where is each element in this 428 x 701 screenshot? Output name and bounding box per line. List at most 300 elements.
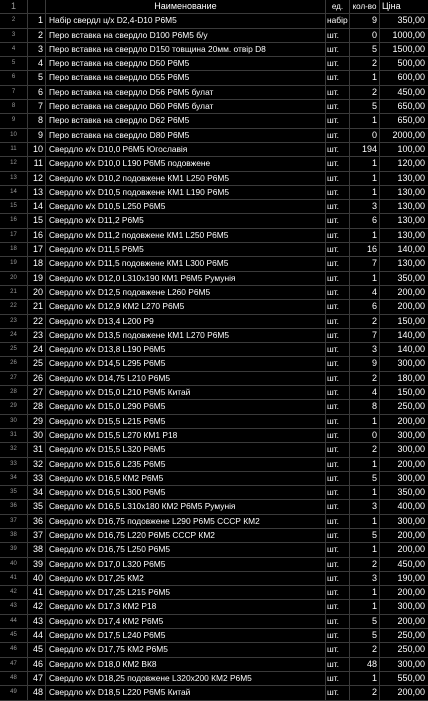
cell-unit[interactable]: шт. [326, 172, 350, 185]
cell-number[interactable]: 44 [28, 629, 46, 642]
cell-number[interactable]: 6 [28, 86, 46, 99]
cell-number[interactable]: 34 [28, 486, 46, 499]
cell-qty[interactable]: 4 [350, 286, 380, 299]
cell-qty[interactable]: 1 [350, 458, 380, 471]
cell-name[interactable]: Свердло к/х D15,5 L215 P6M5 [46, 415, 326, 428]
cell-number[interactable]: 10 [28, 143, 46, 156]
cell-name[interactable]: Свердло к/х D17,0 L320 P6M5 [46, 558, 326, 571]
cell-price[interactable]: 600,00 [397, 72, 425, 83]
cell-price[interactable]: 150,00 [397, 387, 425, 398]
cell-qty[interactable]: 194 [350, 143, 380, 156]
cell-unit[interactable]: шт. [326, 500, 350, 513]
cell-unit[interactable]: шт. [326, 643, 350, 656]
cell-unit[interactable]: шт. [326, 458, 350, 471]
cell-qty[interactable]: 6 [350, 214, 380, 227]
cell-number[interactable]: 32 [28, 458, 46, 471]
cell-unit[interactable]: шт. [326, 200, 350, 213]
cell-name[interactable]: Свердло к/х D11,5 подовжене КМ1 L300 P6M5 [46, 257, 326, 270]
header-cell-name[interactable]: Наименование [46, 0, 326, 13]
cell-number[interactable]: 47 [28, 672, 46, 685]
row-number[interactable]: 12 [0, 157, 28, 170]
cell-name[interactable]: Свердло к/х D15,0 L210 P6M5 Китай [46, 386, 326, 399]
cell-number[interactable]: 24 [28, 343, 46, 356]
cell-number[interactable]: 1 [28, 14, 46, 27]
cell-name[interactable]: Свердло к/х D13,8 L190 P6M5 [46, 343, 326, 356]
cell-qty[interactable]: 5 [350, 615, 380, 628]
cell-number[interactable]: 11 [28, 157, 46, 170]
cell-name[interactable]: Свердло к/х D12,5 подовжене L260 P6M5 [46, 286, 326, 299]
row-number[interactable]: 2 [0, 14, 28, 27]
cell-price[interactable]: 200,00 [397, 529, 425, 540]
cell-price[interactable]: 1000,00 [392, 29, 425, 40]
row-number[interactable]: 8 [0, 100, 28, 113]
row-number[interactable]: 40 [0, 558, 28, 571]
cell-unit[interactable]: шт. [326, 400, 350, 413]
cell-number[interactable]: 45 [28, 643, 46, 656]
cell-qty[interactable]: 1 [350, 172, 380, 185]
cell-number[interactable]: 33 [28, 472, 46, 485]
cell-name[interactable]: Свердло к/х D17,5 L240 P6M5 [46, 629, 326, 642]
row-number[interactable]: 44 [0, 615, 28, 628]
cell-qty[interactable]: 5 [350, 472, 380, 485]
cell-unit[interactable]: шт. [326, 615, 350, 628]
cell-qty[interactable]: 3 [350, 500, 380, 513]
cell-unit[interactable]: шт. [326, 429, 350, 442]
row-number[interactable]: 38 [0, 529, 28, 542]
cell-unit[interactable]: шт. [326, 343, 350, 356]
cell-unit[interactable]: шт. [326, 472, 350, 485]
cell-name[interactable]: Свердло к/х D11,2 P6M5 [46, 214, 326, 227]
cell-number[interactable]: 13 [28, 186, 46, 199]
cell-name[interactable]: Свердло к/х D15,5 L320 P6M5 [46, 443, 326, 456]
cell-price[interactable]: 250,00 [397, 630, 425, 641]
cell-name[interactable]: Свердло к/х D17,4 КМ2 P6M5 [46, 615, 326, 628]
cell-name[interactable]: Свердло к/х D13,4 L200 P9 [46, 315, 326, 328]
cell-number[interactable]: 42 [28, 600, 46, 613]
cell-unit[interactable]: шт. [326, 86, 350, 99]
cell-qty[interactable]: 3 [350, 572, 380, 585]
cell-number[interactable]: 22 [28, 315, 46, 328]
cell-unit[interactable]: шт. [326, 114, 350, 127]
cell-name[interactable]: Перо вставка на свердло D62 P6M5 [46, 114, 326, 127]
cell-name[interactable]: Перо вставка на свердло D80 P6M5 [46, 129, 326, 142]
cell-unit[interactable]: шт. [326, 686, 350, 699]
cell-number[interactable]: 31 [28, 443, 46, 456]
cell-price[interactable]: 300,00 [397, 444, 425, 455]
table-row [0, 286, 428, 300]
cell-name[interactable]: Свердло к/х D15,0 L290 P6M5 [46, 400, 326, 413]
cell-number[interactable]: 48 [28, 686, 46, 699]
cell-number[interactable]: 9 [28, 129, 46, 142]
cell-name[interactable]: Свердло к/х D16,5 L300 P6M5 [46, 486, 326, 499]
cell-price[interactable]: 300,00 [397, 515, 425, 526]
cell-number[interactable]: 43 [28, 615, 46, 628]
cell-unit[interactable]: шт. [326, 214, 350, 227]
cell-qty[interactable]: 1 [350, 586, 380, 599]
cell-name[interactable]: Свердло к/х D16,5 КМ2 P6M5 [46, 472, 326, 485]
cell-unit[interactable]: шт. [326, 672, 350, 685]
cell-qty[interactable]: 1 [350, 229, 380, 242]
row-number[interactable]: 47 [0, 658, 28, 671]
cell-number[interactable]: 27 [28, 386, 46, 399]
cell-number[interactable]: 46 [28, 658, 46, 671]
header-cell-qty[interactable]: кол-во [350, 0, 380, 13]
cell-qty[interactable]: 1 [350, 71, 380, 84]
cell-name[interactable]: Свердло к/х D14,5 L295 P6M5 [46, 357, 326, 370]
cell-unit[interactable]: шт. [326, 57, 350, 70]
row-number[interactable]: 22 [0, 300, 28, 313]
cell-number[interactable]: 3 [28, 43, 46, 56]
cell-qty[interactable]: 48 [350, 658, 380, 671]
row-number[interactable]: 7 [0, 86, 28, 99]
cell-qty[interactable]: 5 [350, 529, 380, 542]
row-number[interactable]: 23 [0, 315, 28, 328]
cell-number[interactable]: 23 [28, 329, 46, 342]
row-number[interactable]: 10 [0, 129, 28, 142]
cell-price[interactable]: 250,00 [397, 401, 425, 412]
cell-unit[interactable]: шт. [326, 558, 350, 571]
row-number[interactable]: 35 [0, 486, 28, 499]
cell-qty[interactable]: 1 [350, 114, 380, 127]
cell-name[interactable]: Свердло к/х D10,5 L250 P6M5 [46, 200, 326, 213]
cell-price[interactable]: 130,00 [397, 215, 425, 226]
row-number[interactable]: 32 [0, 443, 28, 456]
cell-number[interactable]: 8 [28, 114, 46, 127]
table-row [0, 157, 428, 171]
cell-price[interactable]: 140,00 [397, 329, 425, 340]
cell-unit[interactable]: шт. [326, 43, 350, 56]
cell-qty[interactable]: 1 [350, 515, 380, 528]
cell-unit[interactable]: шт. [326, 443, 350, 456]
cell-unit[interactable]: шт. [326, 600, 350, 613]
cell-name[interactable]: Свердло к/х D18,5 L220 P6M5 Китай [46, 686, 326, 699]
cell-name[interactable]: Свердло к/х D11,2 подовжене КМ1 L250 P6M5 [46, 229, 326, 242]
cell-qty[interactable]: 1 [350, 543, 380, 556]
table-row [0, 214, 428, 228]
cell-unit[interactable]: шт. [326, 415, 350, 428]
cell-number[interactable]: 36 [28, 515, 46, 528]
cell-price[interactable]: 200,00 [397, 415, 425, 426]
cell-name[interactable]: Перо вставка на свердло D60 P6M5 булат [46, 100, 326, 113]
row-number[interactable]: 11 [0, 143, 28, 156]
row-number[interactable]: 39 [0, 543, 28, 556]
cell-qty[interactable]: 3 [350, 200, 380, 213]
cell-unit[interactable]: шт. [326, 129, 350, 142]
cell-number[interactable]: 16 [28, 229, 46, 242]
cell-number[interactable]: 38 [28, 543, 46, 556]
row-number[interactable]: 9 [0, 114, 28, 127]
cell-qty[interactable]: 2 [350, 643, 380, 656]
cell-number[interactable]: 26 [28, 372, 46, 385]
row-number[interactable]: 45 [0, 629, 28, 642]
cell-price[interactable]: 200,00 [397, 286, 425, 297]
cell-price[interactable]: 650,00 [397, 101, 425, 112]
row-number[interactable]: 6 [0, 71, 28, 84]
cell-unit[interactable]: шт. [326, 357, 350, 370]
cell-qty[interactable]: 2 [350, 443, 380, 456]
row-number[interactable]: 27 [0, 372, 28, 385]
cell-number[interactable]: 21 [28, 300, 46, 313]
row-number[interactable]: 25 [0, 343, 28, 356]
cell-price[interactable]: 200,00 [397, 587, 425, 598]
cell-unit[interactable]: шт. [326, 186, 350, 199]
cell-unit[interactable]: шт. [326, 315, 350, 328]
cell-unit[interactable]: шт. [326, 286, 350, 299]
row-number[interactable]: 21 [0, 286, 28, 299]
cell-number[interactable]: 2 [28, 29, 46, 42]
cell-name[interactable]: Свердло к/х D10,5 подовжене КМ1 L190 P6M5 [46, 186, 326, 199]
cell-unit[interactable]: шт. [326, 515, 350, 528]
cell-qty[interactable]: 1 [350, 415, 380, 428]
row-number[interactable]: 13 [0, 172, 28, 185]
cell-name[interactable]: Свердло к/х D16,75 L220 P6M5 СССР КМ2 [46, 529, 326, 542]
cell-unit[interactable]: шт. [326, 658, 350, 671]
row-number[interactable]: 4 [0, 43, 28, 56]
cell-unit[interactable]: шт. [326, 157, 350, 170]
cell-name[interactable]: Свердло к/х D17,25 КМ2 [46, 572, 326, 585]
cell-unit[interactable]: шт. [326, 257, 350, 270]
header-cell-price[interactable]: Ціна [382, 1, 401, 11]
cell-name[interactable]: Свердло к/х D17,25 L215 P6M5 [46, 586, 326, 599]
cell-price[interactable]: 350,00 [397, 487, 425, 498]
cell-qty[interactable]: 1 [350, 672, 380, 685]
cell-unit[interactable]: шт. [326, 586, 350, 599]
cell-name[interactable]: Свердло к/х D16,75 L250 P6M5 [46, 543, 326, 556]
cell-name[interactable]: Свердло к/х D10,0 L190 P6M5 подовжене [46, 157, 326, 170]
cell-price[interactable]: 300,00 [397, 472, 425, 483]
cell-qty[interactable]: 2 [350, 372, 380, 385]
cell-unit[interactable]: шт. [326, 572, 350, 585]
cell-unit[interactable]: шт. [326, 243, 350, 256]
cell-price[interactable]: 450,00 [397, 86, 425, 97]
cell-price[interactable]: 300,00 [397, 658, 425, 669]
row-number[interactable]: 49 [0, 686, 28, 699]
cell-price[interactable]: 350,00 [397, 15, 425, 26]
row-number[interactable]: 19 [0, 257, 28, 270]
cell-price[interactable]: 300,00 [397, 601, 425, 612]
cell-name[interactable]: Свердло к/х D15,5 L270 КМ1 P18 [46, 429, 326, 442]
row-number[interactable]: 26 [0, 357, 28, 370]
cell-price[interactable]: 300,00 [397, 429, 425, 440]
cell-unit[interactable]: шт. [326, 486, 350, 499]
cell-price[interactable]: 650,00 [397, 115, 425, 126]
cell-unit[interactable]: шт. [326, 529, 350, 542]
cell-name[interactable]: Перо вставка на свердло D150 товщина 20мм. отвір D8 [46, 43, 326, 56]
row-number[interactable]: 48 [0, 672, 28, 685]
cell-name[interactable]: Перо вставка на свердло D50 P6M5 [46, 57, 326, 70]
row-number[interactable]: 18 [0, 243, 28, 256]
cell-unit[interactable]: шт. [326, 372, 350, 385]
cell-unit[interactable]: шт. [326, 543, 350, 556]
cell-unit[interactable]: шт. [326, 143, 350, 156]
table-row [0, 257, 428, 271]
header-row [0, 0, 428, 14]
cell-number[interactable]: 29 [28, 415, 46, 428]
cell-number[interactable]: 39 [28, 558, 46, 571]
cell-number[interactable]: 19 [28, 272, 46, 285]
cell-number[interactable]: 17 [28, 243, 46, 256]
row-number[interactable]: 43 [0, 600, 28, 613]
cell-number[interactable]: 35 [28, 500, 46, 513]
cell-qty[interactable]: 0 [350, 429, 380, 442]
row-number[interactable]: 20 [0, 272, 28, 285]
row-number[interactable]: 33 [0, 458, 28, 471]
cell-number[interactable]: 7 [28, 100, 46, 113]
cell-price[interactable]: 150,00 [397, 315, 425, 326]
row-number[interactable]: 31 [0, 429, 28, 442]
cell-number[interactable]: 15 [28, 214, 46, 227]
cell-qty[interactable]: 9 [350, 357, 380, 370]
cell-price[interactable]: 300,00 [397, 358, 425, 369]
cell-price[interactable]: 200,00 [397, 687, 425, 698]
header-cell-unit[interactable]: ед. [326, 0, 350, 13]
row-number[interactable]: 17 [0, 229, 28, 242]
cell-qty[interactable]: 0 [350, 29, 380, 42]
cell-name[interactable]: Свердло к/х D14,75 L210 P6M5 [46, 372, 326, 385]
cell-qty[interactable]: 2 [350, 315, 380, 328]
cell-price[interactable]: 130,00 [397, 201, 425, 212]
cell-name[interactable]: Перо вставка на свердло D56 P6M5 булат [46, 86, 326, 99]
cell-qty[interactable]: 8 [350, 400, 380, 413]
row-number[interactable]: 15 [0, 200, 28, 213]
cell-unit[interactable]: шт. [326, 100, 350, 113]
row-number[interactable]: 5 [0, 57, 28, 70]
cell-name[interactable]: Набір свердл ц/х D2,4-D10 P6M5 [46, 14, 326, 27]
row-number[interactable]: 16 [0, 214, 28, 227]
cell-name[interactable]: Свердло к/х D17,3 КМ2 P18 [46, 600, 326, 613]
cell-price[interactable]: 250,00 [397, 644, 425, 655]
cell-name[interactable]: Перо вставка на свердло D100 P6M5 б/у [46, 29, 326, 42]
row-number[interactable]: 1 [0, 0, 28, 13]
cell-unit[interactable]: шт. [326, 272, 350, 285]
cell-name[interactable]: Свердло к/х D16,75 подовжене L290 P6M5 СССР КМ2 [46, 515, 326, 528]
cell-number[interactable]: 20 [28, 286, 46, 299]
cell-price[interactable]: 130,00 [397, 172, 425, 183]
cell-qty[interactable]: 1 [350, 186, 380, 199]
cell-qty[interactable]: 2 [350, 686, 380, 699]
row-number[interactable]: 46 [0, 643, 28, 656]
cell-price[interactable]: 1500,00 [392, 43, 425, 54]
cell-qty[interactable]: 1 [350, 600, 380, 613]
cell-price[interactable]: 140,00 [397, 344, 425, 355]
cell-unit[interactable]: шт. [326, 229, 350, 242]
cell-qty[interactable]: 3 [350, 343, 380, 356]
cell-price[interactable]: 200,00 [397, 615, 425, 626]
cell-name[interactable]: Свердло к/х D15,6 L235 P6M5 [46, 458, 326, 471]
cell-number[interactable]: 25 [28, 357, 46, 370]
cell-price[interactable]: 350,00 [397, 272, 425, 283]
row-number[interactable]: 36 [0, 500, 28, 513]
row-number[interactable]: 42 [0, 586, 28, 599]
cell-price[interactable]: 400,00 [397, 501, 425, 512]
cell-unit[interactable]: шт. [326, 329, 350, 342]
cell-qty[interactable]: 4 [350, 386, 380, 399]
cell-number[interactable]: 40 [28, 572, 46, 585]
cell-price[interactable]: 130,00 [397, 186, 425, 197]
cell-name[interactable]: Перо вставка на свердло D55 P6M5 [46, 71, 326, 84]
cell-price[interactable]: 550,00 [397, 672, 425, 683]
cell-qty[interactable]: 5 [350, 43, 380, 56]
row-number[interactable]: 14 [0, 186, 28, 199]
cell-qty[interactable]: 7 [350, 329, 380, 342]
table-row [0, 229, 428, 243]
cell-price[interactable]: 180,00 [397, 372, 425, 383]
cell-price[interactable]: 200,00 [397, 301, 425, 312]
cell-qty[interactable]: 1 [350, 486, 380, 499]
cell-price[interactable]: 130,00 [397, 258, 425, 269]
cell-qty[interactable]: 2 [350, 86, 380, 99]
header-cell-number[interactable] [28, 0, 46, 13]
cell-number[interactable]: 4 [28, 57, 46, 70]
cell-unit[interactable]: шт. [326, 71, 350, 84]
row-number[interactable]: 29 [0, 400, 28, 413]
cell-qty[interactable]: 1 [350, 272, 380, 285]
cell-number[interactable]: 28 [28, 400, 46, 413]
cell-unit[interactable]: шт. [326, 629, 350, 642]
cell-price[interactable]: 500,00 [397, 58, 425, 69]
cell-qty[interactable]: 6 [350, 300, 380, 313]
cell-price[interactable]: 140,00 [397, 244, 425, 255]
cell-number[interactable]: 30 [28, 429, 46, 442]
cell-price[interactable]: 200,00 [397, 544, 425, 555]
cell-number[interactable]: 12 [28, 172, 46, 185]
cell-qty[interactable]: 5 [350, 100, 380, 113]
cell-qty[interactable]: 1 [350, 157, 380, 170]
cell-name[interactable]: Свердло к/х D18,0 КМ2 ВК8 [46, 658, 326, 671]
cell-name[interactable]: Свердло к/х D10,2 подовжене КМ1 L250 P6M5 [46, 172, 326, 185]
cell-unit[interactable]: шт. [326, 29, 350, 42]
cell-price[interactable]: 100,00 [397, 143, 425, 154]
cell-price[interactable]: 200,00 [397, 458, 425, 469]
cell-name[interactable]: Свердло к/х D11,5 P6M5 [46, 243, 326, 256]
cell-qty[interactable]: 2 [350, 558, 380, 571]
row-number[interactable]: 30 [0, 415, 28, 428]
cell-name[interactable]: Свердло к/х D16,5 L310x180 КМ2 P6M5 Румунія [46, 500, 326, 513]
cell-qty[interactable]: 5 [350, 629, 380, 642]
cell-unit[interactable]: шт. [326, 300, 350, 313]
cell-name[interactable]: Свердло к/х D10,0 P6M5 Югославія [46, 143, 326, 156]
cell-name[interactable]: Свердло к/х D18,25 подовжене L320x200 КМ2 P6M5 [46, 672, 326, 685]
cell-number[interactable]: 37 [28, 529, 46, 542]
cell-number[interactable]: 18 [28, 257, 46, 270]
row-number[interactable]: 3 [0, 29, 28, 42]
cell-unit[interactable]: набір [326, 14, 350, 27]
cell-name[interactable]: Свердло к/х D12,9 КМ2 L270 P6M5 [46, 300, 326, 313]
cell-name[interactable]: Свердло к/х D17,75 КМ2 P6M5 [46, 643, 326, 656]
cell-price[interactable]: 450,00 [397, 558, 425, 569]
cell-qty[interactable]: 2 [350, 57, 380, 70]
cell-price[interactable]: 130,00 [397, 229, 425, 240]
cell-number[interactable]: 41 [28, 586, 46, 599]
cell-qty[interactable]: 7 [350, 257, 380, 270]
cell-qty[interactable]: 0 [350, 129, 380, 142]
row-number[interactable]: 34 [0, 472, 28, 485]
row-number[interactable]: 37 [0, 515, 28, 528]
cell-number[interactable]: 5 [28, 71, 46, 84]
cell-price[interactable]: 120,00 [397, 158, 425, 169]
cell-price[interactable]: 2000,00 [392, 129, 425, 140]
cell-unit[interactable]: шт. [326, 386, 350, 399]
cell-price[interactable]: 190,00 [397, 572, 425, 583]
cell-name[interactable]: Свердло к/х D12,0 L310x190 КМ1 P6M5 Румунія [46, 272, 326, 285]
cell-name[interactable]: Свердло к/х D13,5 подовжене КМ1 L270 P6M5 [46, 329, 326, 342]
cell-qty[interactable]: 16 [350, 243, 380, 256]
cell-number[interactable]: 14 [28, 200, 46, 213]
row-number[interactable]: 24 [0, 329, 28, 342]
row-number[interactable]: 41 [0, 572, 28, 585]
row-number[interactable]: 28 [0, 386, 28, 399]
cell-qty[interactable]: 9 [350, 14, 380, 27]
